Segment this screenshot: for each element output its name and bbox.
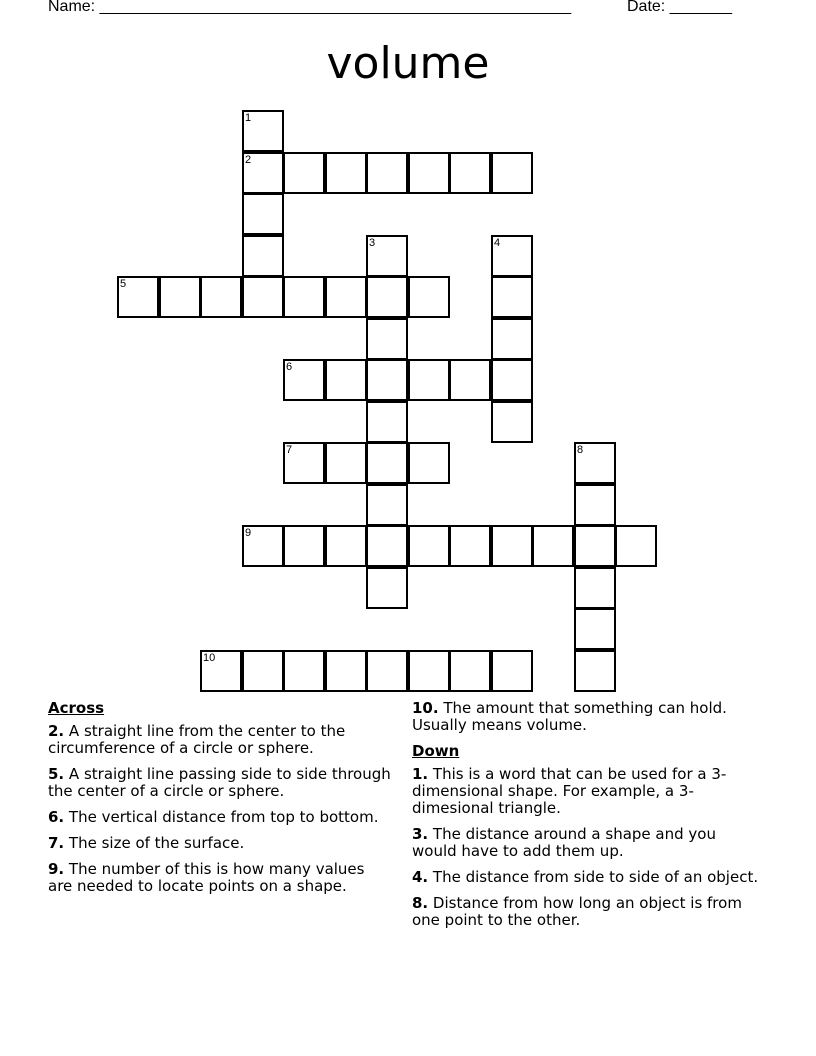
- crossword-cell[interactable]: [449, 525, 491, 567]
- crossword-cell[interactable]: [283, 525, 325, 567]
- down-clue: 3. The distance around a shape and you would have to add them up.: [412, 825, 716, 860]
- crossword-cell[interactable]: [574, 567, 616, 609]
- name-field-label[interactable]: Name: _____________________________________________________: [48, 0, 572, 15]
- down-clue: 4. The distance from side to side of an object.: [412, 868, 759, 886]
- crossword-cell[interactable]: [366, 276, 408, 318]
- crossword-cell[interactable]: [491, 650, 533, 692]
- crossword-cell[interactable]: [491, 525, 533, 567]
- crossword-cell[interactable]: [408, 276, 450, 318]
- crossword-cell[interactable]: [366, 567, 408, 609]
- crossword-cell[interactable]: [242, 276, 284, 318]
- crossword-cell[interactable]: [159, 276, 201, 318]
- crossword-cell[interactable]: [449, 650, 491, 692]
- crossword-cell[interactable]: [574, 484, 616, 526]
- crossword-cell[interactable]: [449, 152, 491, 194]
- across-clue: 2. A straight line from the center to the circumference of a circle or sphere.: [48, 722, 346, 757]
- clues-left-column: [48, 700, 393, 904]
- across-clue: 10. The amount that something can hold. Usually means volume.: [412, 699, 727, 734]
- clue-number: 9: [245, 527, 252, 539]
- down-clue: 8. Distance from how long an object is from one point to the other.: [412, 894, 742, 929]
- crossword-cell[interactable]: [408, 359, 450, 401]
- crossword-cell[interactable]: [532, 525, 574, 567]
- crossword-cell[interactable]: [283, 650, 325, 692]
- clue-number: 8: [577, 444, 584, 456]
- crossword-cell[interactable]: [574, 650, 616, 692]
- crossword-cell[interactable]: [325, 525, 367, 567]
- clue-number: 1: [245, 112, 252, 124]
- crossword-cell[interactable]: [325, 442, 367, 484]
- crossword-cell[interactable]: [574, 608, 616, 650]
- across-clue: 5. A straight line passing side to side through the center of a circle or sphere.: [48, 765, 391, 800]
- clue-number: 4: [494, 237, 501, 249]
- clue-number: 7: [286, 444, 293, 456]
- down-heading: Down: [412, 742, 460, 760]
- crossword-cell[interactable]: [325, 276, 367, 318]
- crossword-cell[interactable]: [242, 193, 284, 235]
- page-title: volume: [326, 38, 490, 89]
- crossword-cell[interactable]: [366, 359, 408, 401]
- crossword-cell[interactable]: [200, 276, 242, 318]
- crossword-cell[interactable]: [408, 525, 450, 567]
- date-field-label[interactable]: Date: _______: [627, 0, 732, 15]
- crossword-cell[interactable]: [366, 318, 408, 360]
- crossword-cell[interactable]: [366, 442, 408, 484]
- across-clue: 7. The size of the surface.: [48, 834, 245, 852]
- crossword-cell[interactable]: [408, 650, 450, 692]
- clue-number: 6: [286, 361, 293, 373]
- across-clue: 6. The vertical distance from top to bottom.: [48, 808, 379, 826]
- crossword-cell[interactable]: [574, 525, 616, 567]
- across-clue: 9. The number of this is how many values are needed to locate points on a shape.: [48, 860, 365, 895]
- clue-number: 5: [120, 278, 127, 290]
- clue-number: 10: [203, 652, 216, 664]
- crossword-cell[interactable]: [366, 401, 408, 443]
- crossword-cell[interactable]: [491, 401, 533, 443]
- crossword-cell[interactable]: [615, 525, 657, 567]
- crossword-cell[interactable]: [325, 359, 367, 401]
- crossword-cell[interactable]: [325, 152, 367, 194]
- crossword-cell[interactable]: [491, 318, 533, 360]
- crossword-cell[interactable]: [366, 525, 408, 567]
- crossword-cell[interactable]: [491, 276, 533, 318]
- crossword-cell[interactable]: [325, 650, 367, 692]
- crossword-cell[interactable]: [283, 276, 325, 318]
- crossword-cell[interactable]: [366, 484, 408, 526]
- clue-number: 2: [245, 154, 252, 166]
- across-heading: Across: [48, 699, 105, 717]
- crossword-cell[interactable]: [491, 359, 533, 401]
- crossword-cell[interactable]: [242, 650, 284, 692]
- crossword-cell[interactable]: [408, 442, 450, 484]
- crossword-cell[interactable]: [449, 359, 491, 401]
- crossword-cell[interactable]: [491, 152, 533, 194]
- crossword-cell[interactable]: [366, 650, 408, 692]
- clue-number: 3: [369, 237, 376, 249]
- crossword-cell[interactable]: [408, 152, 450, 194]
- down-clue: 1. This is a word that can be used for a 3-dimensional shape. For example, a 3-dimesional triangle.: [412, 765, 727, 817]
- crossword-cell[interactable]: [366, 152, 408, 194]
- crossword-cell[interactable]: [242, 235, 284, 277]
- clues-right-column: [412, 700, 762, 938]
- crossword-cell[interactable]: [283, 152, 325, 194]
